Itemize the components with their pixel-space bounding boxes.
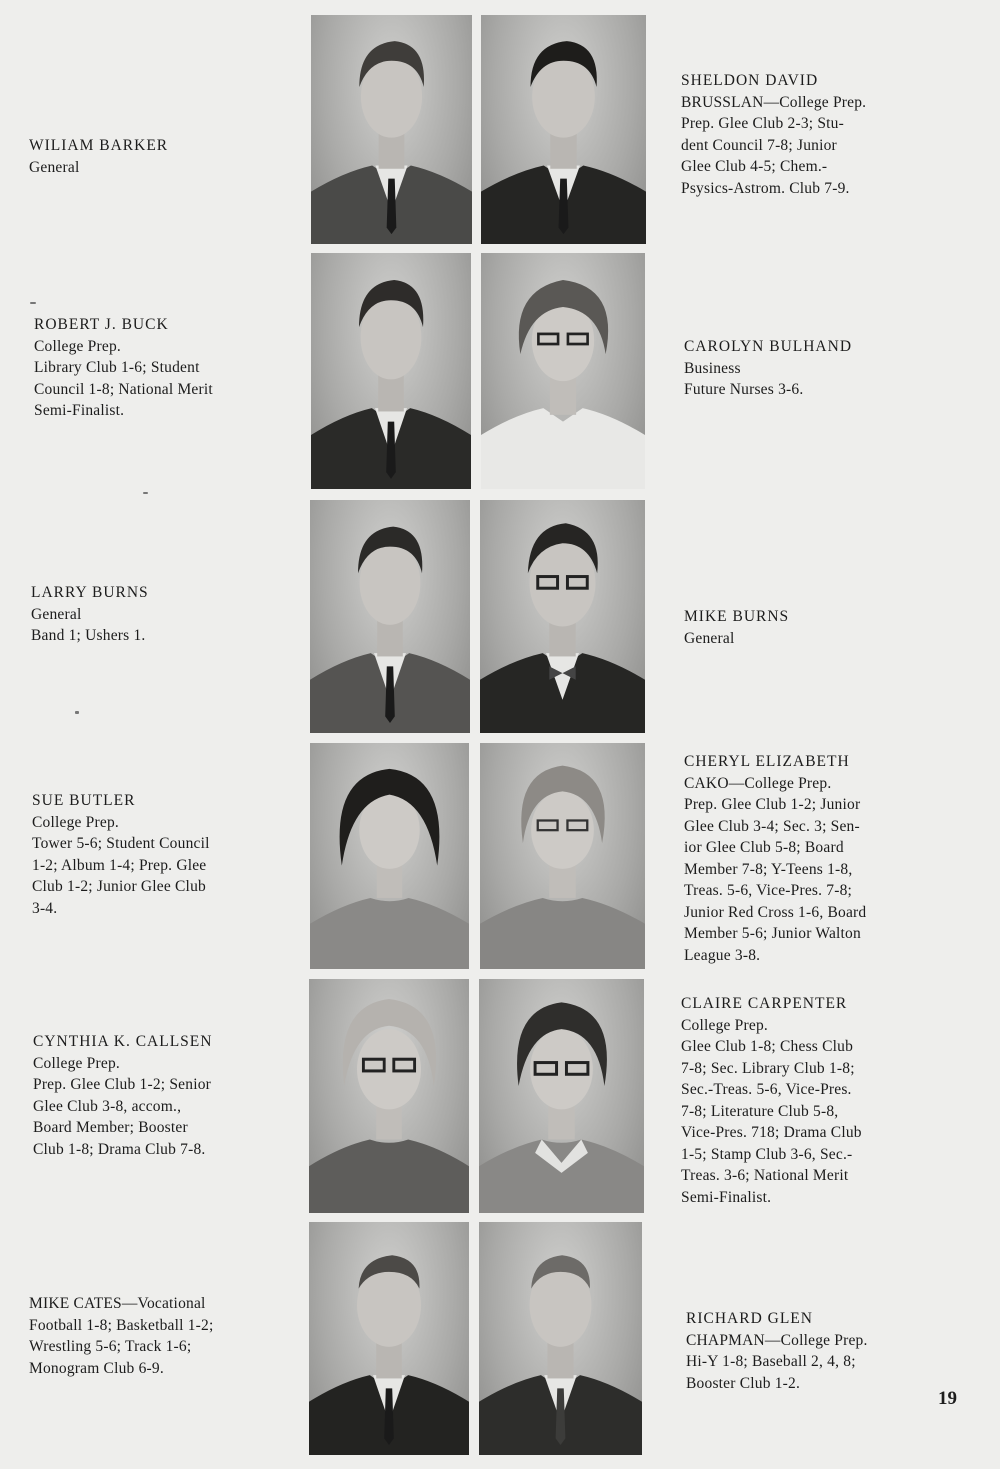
student-detail: dent Council 7-8; Junior [681,136,837,154]
portrait-richard-chapman [479,1222,642,1455]
portrait-cynthia-callsen [309,979,469,1213]
student-detail: Glee Club 4-5; Chem.- [681,158,828,175]
student-detail: Prep. Glee Club 1-2; Senior [33,1076,212,1093]
student-detail: Prep. Glee Club 1-2; Junior [684,796,861,813]
student-detail: Member 7-8; Y-Teens 1-8, [684,860,853,878]
student-detail: Business [684,359,741,377]
portrait-sue-butler [310,743,469,969]
student-name: CYNTHIA K. CALLSEN [33,1033,213,1050]
student-detail: Junior Red Cross 1-6, Board [684,903,867,921]
portrait-cheryl-cako [480,743,645,969]
student-detail: Prep. Glee Club 2-3; Stu- [681,115,844,132]
student-detail: 3-4. [32,899,58,917]
student-detail: Football 1-8; Basketball 1-2; [29,1316,214,1334]
print-speck [30,302,36,304]
student-detail: CHAPMAN—College Prep. [686,1331,868,1349]
student-detail: General [31,605,82,623]
student-detail: Semi-Finalist. [34,402,125,419]
student-name: RICHARD GLEN [686,1310,813,1327]
student-detail: Glee Club 1-8; Chess Club [681,1038,854,1055]
caption-cheryl-cako [684,751,914,966]
student-detail: College Prep. [34,337,121,355]
caption-cynthia-callsen [33,1031,263,1160]
student-detail: League 3-8. [684,946,761,964]
caption-mike-burns [684,606,919,649]
student-detail: Vice-Pres. 718; Drama Club [681,1124,862,1141]
caption-richard-chapman [686,1308,918,1394]
student-detail: Hi-Y 1-8; Baseball 2, 4, 8; [686,1353,856,1370]
student-detail: Glee Club 3-4; Sec. 3; Sen- [684,817,860,835]
student-detail: Band 1; Ushers 1. [31,627,146,644]
student-detail: Council 1-8; National Merit [34,380,213,398]
portrait-wiliam-barker [311,15,472,244]
caption-sue-butler [32,790,272,919]
student-detail: ior Glee Club 5-8; Board [684,839,844,856]
student-detail: 7-8; Sec. Library Club 1-8; [681,1059,855,1077]
student-detail: Tower 5-6; Student Council [32,835,210,852]
student-name: ROBERT J. BUCK [34,316,169,333]
student-detail: College Prep. [33,1054,120,1072]
student-detail: College Prep. [681,1016,768,1034]
portrait-mike-burns [480,500,645,733]
student-detail: Booster Club 1-2. [686,1374,801,1392]
student-name: SUE BUTLER [32,792,136,809]
student-name: CHERYL ELIZABETH [684,753,850,770]
student-detail: Psysics-Astrom. Club 7-9. [681,179,850,197]
student-detail: 1-2; Album 1-4; Prep. Glee [32,856,207,874]
portrait-larry-burns [310,500,470,733]
student-detail: Glee Club 3-8, accom., [33,1097,182,1115]
portrait-sheldon-brusslan [481,15,646,244]
student-detail: Library Club 1-6; Student [34,359,200,376]
student-detail: Sec.-Treas. 5-6, Vice-Pres. [681,1081,852,1098]
print-speck [75,711,79,714]
student-name: MIKE CATES—Vocational [29,1295,206,1312]
student-detail: 1-5; Stamp Club 3-6, Sec.- [681,1145,853,1163]
print-speck [143,492,148,494]
student-detail: Board Member; Booster [33,1119,188,1136]
student-name: CLAIRE CARPENTER [681,995,848,1012]
student-detail: Monogram Club 6-9. [29,1359,164,1377]
caption-wiliam-barker [29,135,269,178]
student-detail: Treas. 3-6; National Merit [681,1167,849,1184]
caption-larry-burns [31,582,271,647]
student-detail: General [29,158,80,176]
student-detail: Treas. 5-6, Vice-Pres. 7-8; [684,882,853,899]
student-detail: General [684,629,735,647]
student-name: MIKE BURNS [684,608,790,625]
portrait-claire-carpenter [479,979,644,1213]
portrait-carolyn-bulhand [481,253,645,489]
student-detail: Wrestling 5-6; Track 1-6; [29,1338,192,1355]
student-detail: Semi-Finalist. [681,1188,772,1206]
student-detail: College Prep. [32,813,119,831]
student-detail: 7-8; Literature Club 5-8, [681,1102,839,1120]
student-name: CAROLYN BULHAND [684,338,853,355]
student-detail: Club 1-8; Drama Club 7-8. [33,1140,206,1158]
portrait-mike-cates [309,1222,469,1455]
caption-carolyn-bulhand [684,336,919,401]
student-name: LARRY BURNS [31,584,149,601]
caption-claire-carpenter [681,993,913,1208]
caption-mike-cates [29,1293,257,1379]
student-name: WILIAM BARKER [29,137,169,154]
student-detail: CAKO—College Prep. [684,774,832,792]
student-name: SHELDON DAVID [681,72,819,89]
portrait-robert-buck [311,253,471,489]
student-detail: Club 1-2; Junior Glee Club [32,878,206,895]
student-detail: Future Nurses 3-6. [684,381,804,398]
page-number: 19 [938,1388,957,1409]
caption-sheldon-brusslan [681,70,916,199]
student-detail: BRUSSLAN—College Prep. [681,93,867,111]
student-detail: Member 5-6; Junior Walton [684,925,861,942]
caption-robert-buck [34,314,274,422]
